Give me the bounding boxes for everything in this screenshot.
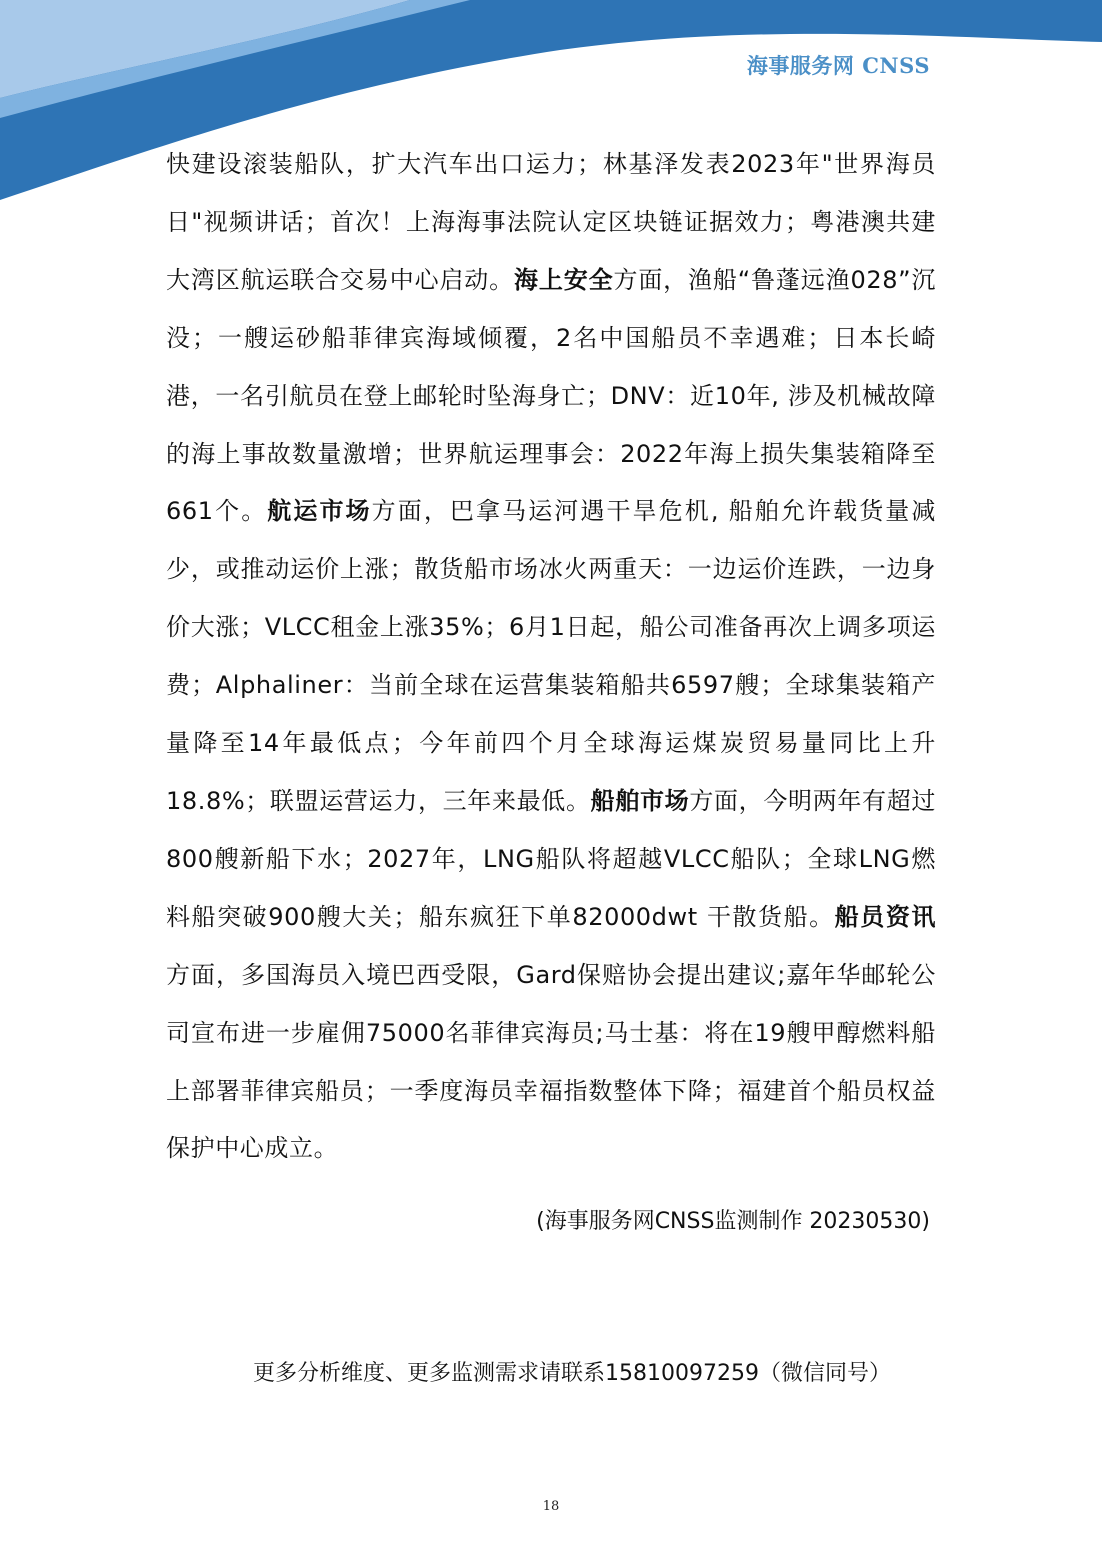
- article-text: 方面，今明两年有超过800艘新船下水；2027年，LNG船队将超越VLCC船队；全球LNG燃料船突破900艘大关；船东疯狂下单82000dwt 干散货船。: [166, 786, 936, 931]
- section-heading: 船舶市场: [590, 786, 690, 815]
- section-heading: 海上安全: [514, 265, 614, 294]
- article-text: 快建设滚装船队，扩大汽车出口运力；林基泽发表2023年"世界海员日"视频讲话；首次！上海海事法院认定区块链证据效力；粤港澳共建大湾区航运联合交易中心启动。: [166, 150, 936, 294]
- page-number: 18: [542, 1499, 560, 1514]
- article-body: [166, 136, 936, 1178]
- brand-label: 海事服务网 CNSS: [746, 53, 930, 78]
- article-text: 方面，多国海员入境巴西受限，Gard保赔协会提出建议;嘉年华邮轮公司宣布进一步雇佣75000名菲律宾海员;马士基：将在19艘甲醇燃料船上部署菲律宾船员；一季度海员幸福指数整体下降；福建首个船员权益保护中心成立。: [166, 960, 936, 1163]
- article-text: 方面，渔船“鲁蓬远渔028”沉没；一艘运砂船菲律宾海域倾覆，2名中国船员不幸遇难；日本长崎港，一名引航员在登上邮轮时坠海身亡；DNV：近10年, 涉及机械故障的海上事故数量激增；世界航运理事会：2022年海上损失集装箱降至661个。: [166, 265, 936, 526]
- contact-line: 更多分析维度、更多监测需求请联系15810097259（微信同号）: [253, 1361, 891, 1386]
- section-heading: 船员资讯: [834, 902, 936, 931]
- article-text: 方面，巴拿马运河遇干旱危机, 船舶允许载货量减少，或推动运价上涨；散货船市场冰火两重天：一边运价连跌，一边身价大涨；VLCC租金上涨35%；6月1日起，船公司准备再次上调多项运费；Alphaliner：当前全球在运营集装箱船共6597艘；全球集装箱产量降至14年最低点；今年前四个月全球海运煤炭贸易量同比上升18.8%；联盟运营运力，三年来最低。: [166, 497, 937, 815]
- source-note: (海事服务网CNSS监测制作 20230530): [536, 1209, 930, 1234]
- section-heading: 航运市场: [267, 497, 372, 526]
